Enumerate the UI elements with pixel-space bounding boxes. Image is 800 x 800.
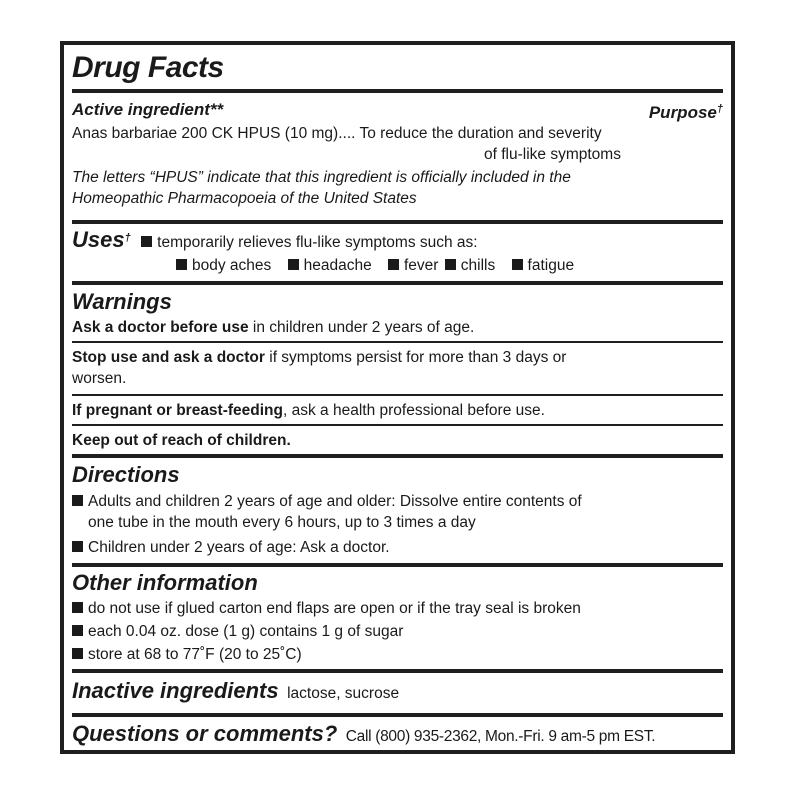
divider xyxy=(72,424,723,426)
bullet-icon xyxy=(445,259,456,270)
other-info-item: do not use if glued carton end flaps are open or if the tray seal is broken xyxy=(72,598,723,619)
bullet-icon xyxy=(141,236,152,247)
symptom-item: fever xyxy=(404,257,439,274)
inactive-heading: Inactive ingredients xyxy=(72,678,279,703)
warning-pregnant: If pregnant or breast-feeding, ask a health professional before use. xyxy=(72,402,545,419)
bullet-icon xyxy=(512,259,523,270)
drug-facts-panel xyxy=(60,41,735,754)
bullet-icon xyxy=(72,648,83,659)
divider xyxy=(72,454,723,458)
uses-section xyxy=(72,228,723,278)
purpose-heading: Purpose xyxy=(648,103,717,122)
warning-stop-use: Stop use and ask a doctor if symptoms persist for more than 3 days or worsen. xyxy=(72,349,567,387)
divider xyxy=(72,563,723,567)
active-ingredient-heading: Active ingredient** xyxy=(72,100,224,119)
warning-keep-out: Keep out of reach of children. xyxy=(72,432,291,449)
symptom-item: chills xyxy=(460,257,496,274)
other-info-heading: Other information xyxy=(72,570,258,595)
bullet-icon xyxy=(176,259,187,270)
divider xyxy=(72,220,723,224)
bullet-icon xyxy=(72,495,83,506)
warnings-heading: Warnings xyxy=(72,289,172,314)
uses-mark: † xyxy=(124,232,131,244)
questions-text: Call (800) 935-2362, Mon.-Fri. 9 am-5 pm EST. xyxy=(345,728,656,745)
title-section xyxy=(72,51,723,85)
bullet-icon xyxy=(388,259,399,270)
divider xyxy=(72,713,723,717)
hpus-note-line2: Homeopathic Pharmacopoeia of the United States xyxy=(72,190,417,207)
inactive-text: lactose, sucrose xyxy=(287,685,400,702)
warning-ask-doctor: Ask a doctor before use in children under 2 years of age. xyxy=(72,319,475,336)
bullet-icon xyxy=(72,602,83,613)
symptom-item: body aches xyxy=(192,257,272,274)
uses-heading: Uses xyxy=(72,227,125,252)
bullet-icon xyxy=(72,625,83,636)
other-info-section xyxy=(72,571,723,671)
other-info-item: each 0.04 oz. dose (1 g) contains 1 g of sugar xyxy=(72,621,723,642)
divider xyxy=(72,341,723,343)
page-title: Drug Facts xyxy=(72,51,224,84)
other-info-item: store at 68 to 77˚F (20 to 25˚C) xyxy=(72,644,723,665)
questions-heading: Questions or comments? xyxy=(72,721,338,746)
directions-section: Directions Adults and children 2 years of age and older: Dissolve entire contents of one tube in the mouth every 6 hours, up to 3 times a day Children under 2 years of age: Ask a doctor. xyxy=(72,463,723,563)
divider xyxy=(72,394,723,396)
purpose-text-line2: of flu-like symptoms xyxy=(484,146,621,163)
bullet-icon xyxy=(72,541,83,552)
hpus-note-line1: The letters “HPUS” indicate that this ingredient is officially included in the xyxy=(72,169,571,186)
questions-section xyxy=(72,722,723,752)
inactive-section xyxy=(72,679,723,709)
bullet-icon xyxy=(288,259,299,270)
purpose-mark: † xyxy=(716,103,723,115)
direction-item: Adults and children 2 years of age and older: Dissolve entire contents of xyxy=(72,491,723,512)
directions-heading: Directions xyxy=(72,462,180,487)
symptom-item: headache xyxy=(303,257,372,274)
symptom-list xyxy=(176,255,723,276)
direction-item: Children under 2 years of age: Ask a doctor. xyxy=(72,537,723,558)
uses-intro: temporarily relieves flu-like symptoms such as: xyxy=(157,234,478,251)
divider xyxy=(72,281,723,285)
purpose-text-line1: To reduce the duration and severity xyxy=(359,125,602,142)
ingredient-text: Anas barbariae 200 CK HPUS (10 mg).... xyxy=(72,125,356,142)
symptom-item: fatigue xyxy=(527,257,575,274)
divider xyxy=(72,89,723,93)
divider xyxy=(72,669,723,673)
active-ingredient-section xyxy=(72,99,723,219)
